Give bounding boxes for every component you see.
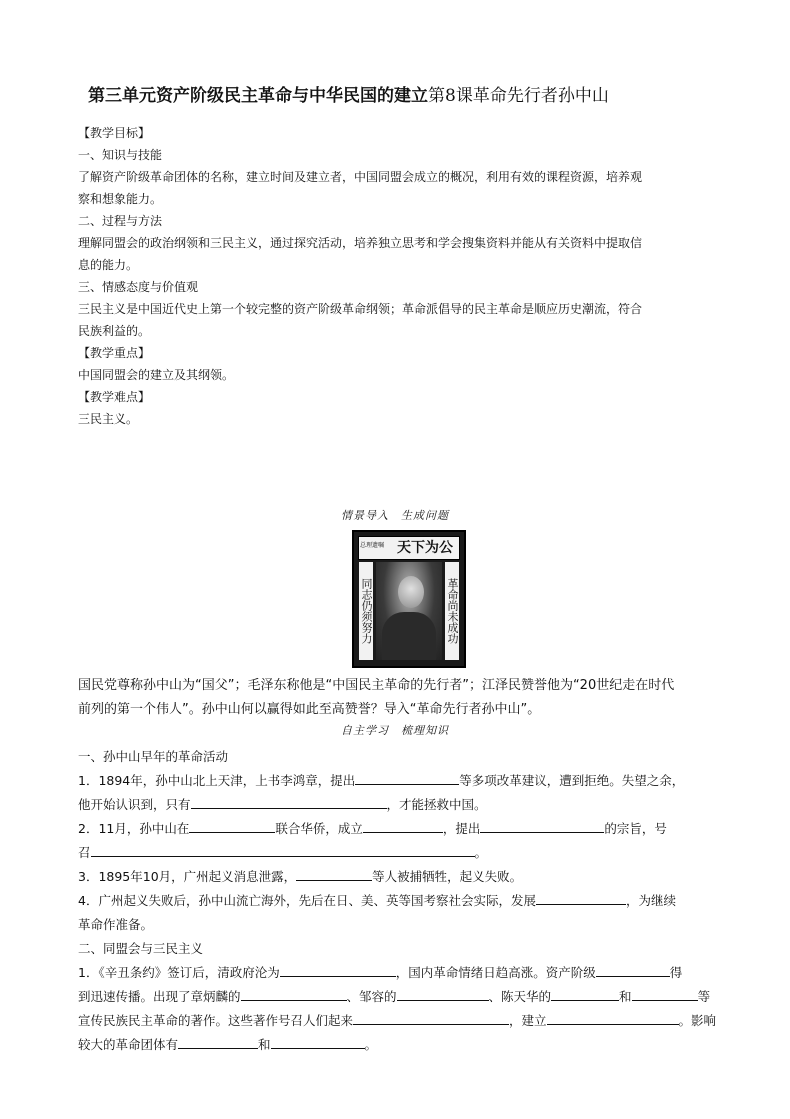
q2-blank-3[interactable] bbox=[480, 818, 604, 833]
p1-blank-5[interactable] bbox=[551, 986, 619, 1001]
q4-line-1 bbox=[78, 889, 742, 913]
q3-line bbox=[78, 865, 742, 889]
q1-text-a: 1．1894年，孙中山北上天津，上书李鸿章，提出 bbox=[78, 773, 356, 788]
q4-blank[interactable] bbox=[536, 890, 626, 905]
p1-line-3 bbox=[78, 1009, 742, 1033]
intro-line-1: 国民党尊称孙中山为“国父”；毛泽东称他是“中国民主革命的先行者”；江泽民赞誉他为“20世纪走在时代 bbox=[78, 678, 675, 693]
q2-line-2 bbox=[78, 841, 742, 865]
q2-text-e: 召 bbox=[78, 845, 91, 860]
photo-right-text: 革命尚未成功 bbox=[445, 562, 459, 660]
p1-text-e: 、邹容的 bbox=[346, 989, 397, 1004]
intro-line-2: 前列的第一个伟人”。孙中山何以赢得如此至高赞誉？导入“革命先行者孙中山”。 bbox=[78, 702, 541, 717]
p1-blank-6[interactable] bbox=[632, 986, 698, 1001]
q1-text-c: 他开始认识到，只有 bbox=[78, 797, 191, 812]
q2-text-a: 2．11月，孙中山在 bbox=[78, 821, 190, 836]
p1-blank-1[interactable] bbox=[280, 962, 396, 977]
difficulty-text: 三民主义。 bbox=[78, 412, 139, 426]
q4-line-2: 革命作准备。 bbox=[78, 917, 154, 932]
p1-blank-10[interactable] bbox=[271, 1034, 365, 1049]
q3-text-a: 3．1895年10月，广州起义消息泄露， bbox=[78, 869, 297, 884]
p1-text-k: 。影响 bbox=[678, 1013, 717, 1028]
q2-line-1 bbox=[78, 817, 742, 841]
p1-blank-3[interactable] bbox=[241, 986, 347, 1001]
q2-blank-4[interactable] bbox=[91, 842, 475, 857]
p1-line-4 bbox=[78, 1033, 742, 1057]
key-heading: 【教学重点】 bbox=[78, 346, 151, 360]
p1-text-c: 得 bbox=[669, 965, 683, 980]
p1-text-h: 等 bbox=[697, 989, 711, 1004]
part2-heading: 二、同盟会与三民主义 bbox=[78, 941, 204, 956]
s3-text-2: 民族利益的。 bbox=[78, 324, 151, 338]
p1-blank-9[interactable] bbox=[178, 1034, 258, 1049]
p1-text-a: 1．《辛丑条约》签订后，清政府沦为 bbox=[78, 965, 280, 980]
q3-blank[interactable] bbox=[296, 866, 372, 881]
p1-line-2 bbox=[78, 985, 742, 1009]
q2-blank-2[interactable] bbox=[363, 818, 443, 833]
study-label: 自主学习 梳理知识 bbox=[341, 724, 449, 737]
photo-banner: 天下为公 bbox=[358, 536, 460, 560]
photo-left-text: 同志仍须努力 bbox=[359, 562, 373, 660]
portrait-image bbox=[376, 562, 442, 660]
q2-text-b: 联合华侨，成立 bbox=[275, 821, 363, 836]
p1-text-n: 。 bbox=[364, 1037, 378, 1052]
q3-text-b: 等人被捕牺牲，起义失败。 bbox=[372, 869, 523, 884]
s3-heading: 三、情感态度与价值观 bbox=[78, 280, 199, 294]
q1-line-1 bbox=[78, 769, 742, 793]
lesson-title bbox=[88, 86, 728, 106]
q2-text-c: ，提出 bbox=[442, 821, 481, 836]
s1-text-2: 察和想象能力。 bbox=[78, 192, 163, 206]
p1-text-d: 到迅速传播。出现了章炳麟的 bbox=[78, 989, 241, 1004]
lesson-name: 第8课革命先行者孙中山 bbox=[428, 86, 609, 106]
photo-stamp: 总理遗嘱 bbox=[360, 542, 385, 549]
p1-text-l: 较大的革命团体有 bbox=[78, 1037, 179, 1052]
p1-text-m: 和 bbox=[258, 1037, 271, 1052]
intro-paragraph bbox=[78, 674, 742, 722]
p1-line-1 bbox=[78, 961, 742, 985]
q4-text-a: 4．广州起义失败后，孙中山流亡海外，先后在日、美、英等国考察社会实际，发展 bbox=[78, 893, 536, 908]
q2-text-f: 。 bbox=[474, 845, 488, 860]
p1-text-j: ，建立 bbox=[509, 1013, 547, 1028]
p1-text-b: ，国内革命情绪日趋高涨。资产阶级 bbox=[395, 965, 596, 980]
goals-heading: 【教学目标】 bbox=[78, 126, 151, 140]
q1-blank-2[interactable] bbox=[191, 794, 387, 809]
s2-text-2: 息的能力。 bbox=[78, 258, 139, 272]
part1-heading: 一、孙中山早年的革命活动 bbox=[78, 749, 229, 764]
s2-heading: 二、过程与方法 bbox=[78, 214, 163, 228]
intro-label: 情景导入 生成问题 bbox=[341, 509, 449, 522]
portrait-suit bbox=[382, 612, 436, 660]
p1-blank-7[interactable] bbox=[353, 1010, 509, 1025]
p1-text-f: 、陈天华的 bbox=[488, 989, 552, 1004]
s1-text-1: 了解资产阶级革命团体的名称，建立时间及建立者，中国同盟会成立的概况，利用有效的课程资源，培养观 bbox=[78, 170, 643, 184]
p1-blank-4[interactable] bbox=[397, 986, 489, 1001]
q1-line-2 bbox=[78, 793, 742, 817]
s3-text-1: 三民主义是中国近代史上第一个较完整的资产阶级革命纲领；革命派倡导的民主革命是顺应历史潮流，符合 bbox=[78, 302, 643, 316]
key-text: 中国同盟会的建立及其纲领。 bbox=[78, 368, 235, 382]
p1-text-g: 和 bbox=[619, 989, 632, 1004]
q1-text-b: 等多项改革建议，遭到拒绝。失望之余， bbox=[459, 773, 685, 788]
p1-blank-8[interactable] bbox=[547, 1010, 679, 1025]
q1-text-d: ，才能拯救中国。 bbox=[386, 797, 487, 812]
q1-blank-1[interactable] bbox=[355, 770, 459, 785]
p1-text-i: 宣传民族民主革命的著作。这些著作号召人们起来 bbox=[78, 1013, 354, 1028]
p1-blank-2[interactable] bbox=[596, 962, 670, 977]
portrait-face bbox=[398, 576, 424, 608]
teaching-objectives bbox=[78, 122, 738, 430]
q4-text-b: ，为继续 bbox=[625, 893, 676, 908]
q2-text-d: 的宗旨，号 bbox=[604, 821, 667, 836]
s1-heading: 一、知识与技能 bbox=[78, 148, 163, 162]
q2-blank-1[interactable] bbox=[189, 818, 275, 833]
exercise-block bbox=[78, 745, 742, 1057]
sun-yat-sen-photo bbox=[352, 530, 466, 668]
s2-text-1: 理解同盟会的政治纲领和三民主义，通过探究活动，培养独立思考和学会搜集资料并能从有关资料中提取信 bbox=[78, 236, 643, 250]
unit-title: 第三单元资产阶级民主革命与中华民国的建立 bbox=[88, 86, 428, 106]
difficulty-heading: 【教学难点】 bbox=[78, 390, 151, 404]
